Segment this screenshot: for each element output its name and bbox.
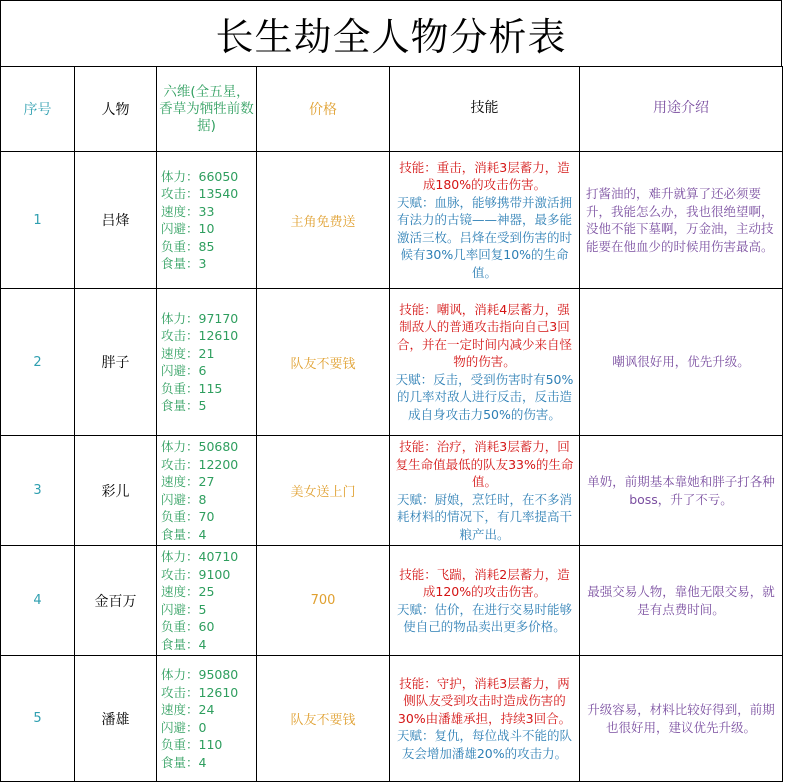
stat-speed: 速度：24 bbox=[161, 702, 215, 717]
stat-dodge: 闪避：0 bbox=[161, 719, 207, 735]
talent-text: 天赋：血脉，能够携带并激活拥有法力的古镜——神器，最多能激活三枚。吕烽在受到伤害的时候有30%几率回复10%的生命值。 bbox=[396, 194, 572, 280]
stat-food: 食量：3 bbox=[161, 256, 207, 271]
stat-food: 食量：4 bbox=[161, 754, 207, 770]
table-row bbox=[1, 656, 783, 782]
character-use: 最强交易人物，靠他无限交易，就是有点费时间。 bbox=[580, 546, 783, 656]
stat-speed: 速度：27 bbox=[161, 474, 215, 489]
header-no: 序号 bbox=[1, 67, 75, 152]
character-skill bbox=[390, 436, 580, 546]
character-price: 队友不要钱 bbox=[257, 289, 390, 436]
talent-text: 天赋：厨娘，烹饪时，在不多消耗材料的情况下，有几率提高干粮产出。 bbox=[396, 491, 572, 542]
stat-attack: 攻击：13540 bbox=[161, 186, 239, 201]
active-skill-text: 技能：守护，消耗3层蓄力，两侧队友受到攻击时造成伤害的30%由潘雄承担，持续3回合。 bbox=[397, 675, 572, 726]
active-skill-text: 技能：重击，消耗3层蓄力，造成180%的攻击伤害。 bbox=[399, 159, 570, 193]
stat-dodge: 闪避：8 bbox=[161, 491, 207, 507]
row-number: 1 bbox=[1, 152, 75, 289]
character-name: 金百万 bbox=[75, 546, 157, 656]
header-stats: 六维(全五星，香草为牺牲前数据) bbox=[157, 67, 257, 152]
stat-hp: 体力：50680 bbox=[161, 439, 239, 454]
active-skill-text: 技能：嘲讽，消耗4层蓄力，强制敌人的普通攻击指向自己3回合，并在一定时间内减少来自怪物的伤害。 bbox=[396, 301, 572, 370]
table-row bbox=[1, 436, 783, 546]
header-use: 用途介绍 bbox=[580, 67, 783, 152]
row-number: 4 bbox=[1, 546, 75, 656]
stat-load: 负重：110 bbox=[161, 737, 223, 752]
sheet-title: 长生劫全人物分析表 bbox=[0, 0, 782, 66]
character-use: 打酱油的，难升就算了还必须要升，我能怎么办，我也很绝望啊，没他不能下墓啊，万金油，主动技能要在他血少的时候用伤害最高。 bbox=[580, 152, 783, 289]
table-row bbox=[1, 289, 783, 436]
character-price: 队友不要钱 bbox=[257, 656, 390, 782]
character-stats bbox=[157, 436, 257, 546]
character-use: 升级容易，材料比较好得到，前期也很好用，建议优先升级。 bbox=[580, 656, 783, 782]
stat-load: 负重：70 bbox=[161, 509, 215, 524]
character-price: 700 bbox=[257, 546, 390, 656]
stat-speed: 速度：21 bbox=[161, 345, 215, 361]
talent-text: 天赋：反击，受到伤害时有50%的几率对敌人进行反击，反击造成自身攻击力50%的伤害。 bbox=[395, 371, 574, 422]
stat-speed: 速度：25 bbox=[161, 584, 215, 599]
stat-load: 负重：60 bbox=[161, 619, 215, 634]
header-skill: 技能 bbox=[390, 67, 580, 152]
stat-dodge: 闪避：10 bbox=[161, 221, 215, 236]
character-price: 美女送上门 bbox=[257, 436, 390, 546]
character-stats bbox=[157, 289, 257, 436]
character-price: 主角免费送 bbox=[257, 152, 390, 289]
character-skill bbox=[390, 289, 580, 436]
character-skill bbox=[390, 152, 580, 289]
character-table bbox=[0, 66, 783, 782]
stat-load: 负重：85 bbox=[161, 238, 215, 254]
character-stats bbox=[157, 656, 257, 782]
header-price: 价格 bbox=[257, 67, 390, 152]
stat-dodge: 闪避：5 bbox=[161, 601, 207, 617]
row-number: 3 bbox=[1, 436, 75, 546]
stat-hp: 体力：40710 bbox=[161, 549, 239, 564]
header-row bbox=[1, 67, 783, 152]
character-name: 吕烽 bbox=[75, 152, 157, 289]
character-name: 彩儿 bbox=[75, 436, 157, 546]
talent-text: 天赋：复仇，每位战斗不能的队友会增加潘雄20%的攻击力。 bbox=[396, 728, 572, 761]
character-name: 潘雄 bbox=[75, 656, 157, 782]
stat-attack: 攻击：12610 bbox=[161, 328, 239, 343]
stat-food: 食量：4 bbox=[161, 636, 207, 652]
character-use: 嘲讽很好用，优先升级。 bbox=[580, 289, 783, 436]
header-name: 人物 bbox=[75, 67, 157, 152]
stat-food: 食量：4 bbox=[161, 526, 207, 542]
row-number: 5 bbox=[1, 656, 75, 782]
stat-hp: 体力：97170 bbox=[161, 310, 239, 326]
stat-attack: 攻击：12200 bbox=[161, 456, 239, 472]
stat-load: 负重：115 bbox=[161, 380, 223, 396]
stat-hp: 体力：66050 bbox=[161, 168, 239, 184]
talent-text: 天赋：估价，在进行交易时能够使自己的物品卖出更多价格。 bbox=[396, 601, 572, 634]
character-use: 单奶，前期基本靠她和胖子打各种boss，升了不亏。 bbox=[580, 436, 783, 546]
stat-hp: 体力：95080 bbox=[161, 667, 239, 682]
stat-attack: 攻击：12610 bbox=[161, 684, 239, 700]
stat-attack: 攻击：9100 bbox=[161, 566, 231, 582]
row-number: 2 bbox=[1, 289, 75, 436]
character-stats bbox=[157, 152, 257, 289]
active-skill-text: 技能：治疗，消耗3层蓄力，回复生命值最低的队友33%的生命值。 bbox=[395, 439, 574, 489]
active-skill-text: 技能：飞踹，消耗2层蓄力，造成120%的攻击伤害。 bbox=[399, 566, 570, 599]
character-skill bbox=[390, 546, 580, 656]
table-row bbox=[1, 546, 783, 656]
stat-food: 食量：5 bbox=[161, 398, 207, 413]
character-name: 胖子 bbox=[75, 289, 157, 436]
character-skill bbox=[390, 656, 580, 782]
table-row bbox=[1, 152, 783, 289]
stat-speed: 速度：33 bbox=[161, 203, 215, 219]
stat-dodge: 闪避：6 bbox=[161, 363, 207, 378]
character-stats bbox=[157, 546, 257, 656]
